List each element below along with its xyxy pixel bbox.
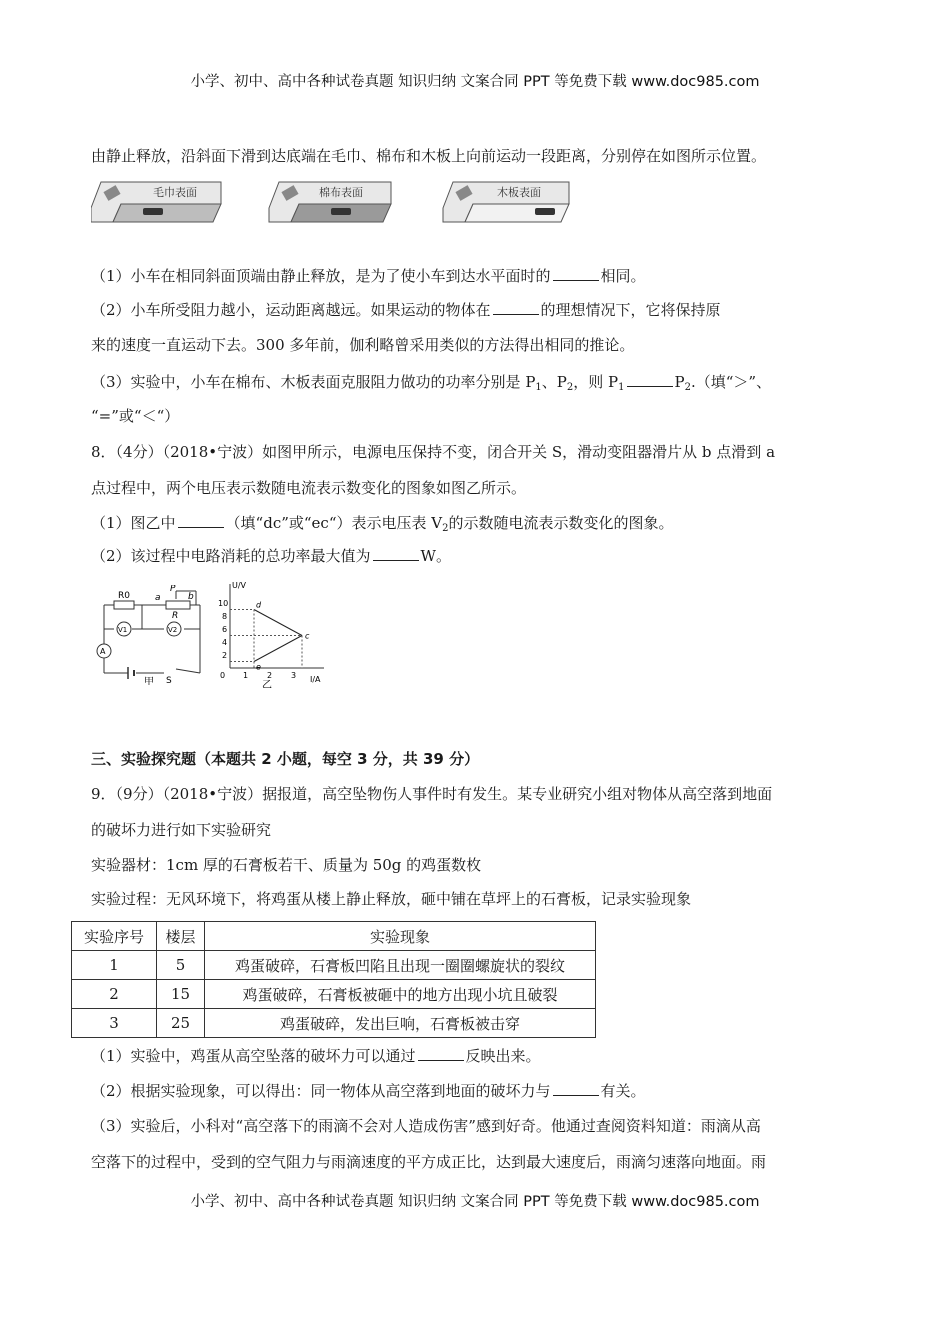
q8-p1-text-b: （填“dc”或“ec“）表示电压表 V (225, 514, 443, 532)
point-label: e (256, 662, 261, 672)
q7-p2-text: （2）小车所受阻力越小，运动距离越远。如果运动的物体在 (91, 301, 491, 319)
surface-label-wood: 木板表面 (497, 186, 541, 199)
table-cell: 3 (72, 1009, 157, 1038)
table-cell: 鸡蛋破碎，石膏板凹陷且出现一圈圈螺旋状的裂纹 (205, 951, 596, 980)
label-r: R (172, 611, 179, 621)
table-cell: 5 (157, 951, 205, 980)
table-row (72, 951, 596, 980)
q7-part2 (91, 300, 721, 320)
answer-blank[interactable] (553, 1081, 599, 1096)
q8-p1-tail: 的示数随电流表示数变化的图象。 (448, 514, 674, 532)
circuit-diagram (92, 585, 222, 689)
r0-resistor (114, 601, 134, 609)
y-tick-label: 4 (222, 638, 228, 647)
x-tick-label: 3 (291, 671, 297, 680)
point-label: d (256, 600, 262, 610)
label-b: b (188, 592, 194, 602)
q9-line1: 9．（9分）（2018•宁波）据报道，高空坠物伤人事件时有发生。某专业研究小组对物体从高空落到地面 (91, 785, 773, 803)
label-r0: R0 (118, 591, 130, 601)
answer-blank[interactable] (178, 513, 224, 528)
subscript: 1 (618, 382, 625, 393)
rheostat (166, 601, 190, 609)
table-header: 实验现象 (205, 922, 596, 951)
table-row (72, 1009, 596, 1038)
table-cell: 15 (157, 980, 205, 1009)
caption-jia: 甲 (144, 677, 154, 685)
q9-part3: （3）实验后，小科对“高空落下的雨滴不会对人造成伤害”感到好奇。他通过查阅资料知道：雨滴从高 (91, 1117, 761, 1135)
subscript: 1 (535, 382, 542, 393)
y-axis-label: U/V (232, 581, 247, 590)
q7-p3-text-c: ，则 P (573, 373, 619, 391)
q7-p3-text-d: P (674, 373, 685, 391)
q9-process: 实验过程：无风环境下，将鸡蛋从楼上静止释放，砸中铺在草坪上的石膏板，记录实验现象 (91, 890, 692, 908)
table-header: 实验序号 (72, 922, 157, 951)
table-header-row (72, 922, 596, 951)
label-switch: S (166, 676, 172, 685)
q8-line1: 8．（4分）（2018•宁波）如图甲所示，电源电压保持不变，闭合开关 S，滑动变阻器滑片从 b 点滑到 a (91, 443, 776, 461)
table-cell: 1 (72, 951, 157, 980)
q9-p2-tail: 有关。 (600, 1082, 646, 1100)
series-line-dc (254, 610, 302, 636)
answer-blank[interactable] (418, 1046, 464, 1061)
graph-yi (212, 578, 332, 692)
table-cell: 鸡蛋破碎，发出巨响，石膏板被击穿 (205, 1009, 596, 1038)
answer-blank[interactable] (627, 372, 673, 387)
caption-yi: 乙 (262, 680, 272, 688)
q7-figure (91, 178, 591, 234)
y-tick-label: 10 (218, 599, 229, 608)
q7-p2-tail: 的理想情况下，它将保持原 (540, 301, 721, 319)
q9-p2-text: （2）根据实验现象，可以得出：同一物体从高空落到地面的破坏力与 (91, 1082, 551, 1100)
answer-blank[interactable] (493, 300, 539, 315)
q8-p1-text: （1）图乙中 (91, 514, 176, 532)
label-a: a (155, 593, 161, 603)
y-tick-label: 8 (222, 612, 228, 621)
x-axis-label: I/A (310, 675, 321, 684)
subscript: 2 (684, 382, 691, 393)
subscript: 2 (566, 382, 574, 393)
answer-blank[interactable] (553, 266, 599, 281)
surface-label-cotton: 棉布表面 (319, 186, 363, 199)
q9-p1-tail: 反映出来。 (465, 1047, 541, 1065)
table-cell: 2 (72, 980, 157, 1009)
page-header: 小学、初中、高中各种试卷真题 知识归纳 文案合同 PPT 等免费下载 www.doc985.com (190, 74, 760, 90)
q7-intro: 由静止释放，沿斜面下滑到达底端在毛巾、棉布和木板上向前运动一段距离，分别停在如图所示位置。 (91, 147, 767, 165)
label-ammeter: A (100, 647, 106, 656)
q7-part2-cont: 来的速度一直运动下去。300 多年前，伽利略曾采用类似的方法得出相同的推论。 (91, 336, 635, 354)
q9-part3-cont: 空落下的过程中，受到的空气阻力与雨滴速度的平方成正比，达到最大速度后，雨滴匀速落向地面。雨 (91, 1153, 767, 1171)
q7-p3-text-b: 、P (541, 373, 567, 391)
q9-p1-text: （1）实验中，鸡蛋从高空坠落的破坏力可以通过 (91, 1047, 416, 1065)
q8-part2 (91, 546, 451, 566)
y-tick-label: 2 (222, 651, 228, 660)
experiment-table (71, 921, 596, 1038)
x-tick-label: 1 (243, 671, 249, 680)
point-label: c (305, 631, 310, 641)
answer-blank[interactable] (373, 546, 419, 561)
surface-label-towel: 毛巾表面 (153, 186, 197, 199)
q9-materials: 实验器材：1cm 厚的石膏板若干、质量为 50g 的鸡蛋数枚 (91, 856, 482, 874)
page-footer: 小学、初中、高中各种试卷真题 知识归纳 文案合同 PPT 等免费下载 www.doc985.com (190, 1194, 760, 1210)
q9-part1 (91, 1046, 541, 1066)
table-cell: 25 (157, 1009, 205, 1038)
label-p: P (170, 585, 176, 594)
q9-part2 (91, 1081, 646, 1101)
table-row (72, 980, 596, 1009)
table-cell: 鸡蛋破碎，石膏板被砸中的地方出现小坑且破裂 (205, 980, 596, 1009)
q7-part1 (91, 266, 646, 286)
subscript: 2 (442, 523, 449, 534)
q7-p3-text-e: .（填“＞”、 (690, 373, 772, 391)
label-v2: V2 (168, 626, 178, 634)
label-v1: V1 (118, 626, 128, 634)
q8-p2-tail: W。 (420, 547, 451, 565)
x-tick-label: 2 (267, 671, 273, 680)
q8-line2: 点过程中，两个电压表示数随电流表示数变化的图象如图乙所示。 (91, 479, 527, 497)
section-3-title: 三、实验探究题（本题共 2 小题，每空 3 分，共 39 分） (91, 750, 480, 768)
q9-line2: 的破坏力进行如下实验研究 (91, 821, 272, 839)
q7-p1-tail: 相同。 (600, 267, 646, 285)
q8-p2-text: （2）该过程中电路消耗的总功率最大值为 (91, 547, 371, 565)
q7-p1-text: （1）小车在相同斜面顶端由静止释放，是为了使小车到达水平面时的 (91, 267, 551, 285)
q7-p3-text: （3）实验中，小车在棉布、木板表面克服阻力做功的功率分别是 P (91, 373, 536, 391)
q7-part3 (91, 372, 771, 398)
y-tick-label: 6 (222, 625, 228, 634)
q7-part3-cont: “=”或“＜“） (91, 407, 180, 425)
q8-part1 (91, 513, 674, 539)
table-header: 楼层 (157, 922, 205, 951)
series-line-ec (254, 636, 302, 662)
x-tick-label: 0 (220, 671, 226, 680)
